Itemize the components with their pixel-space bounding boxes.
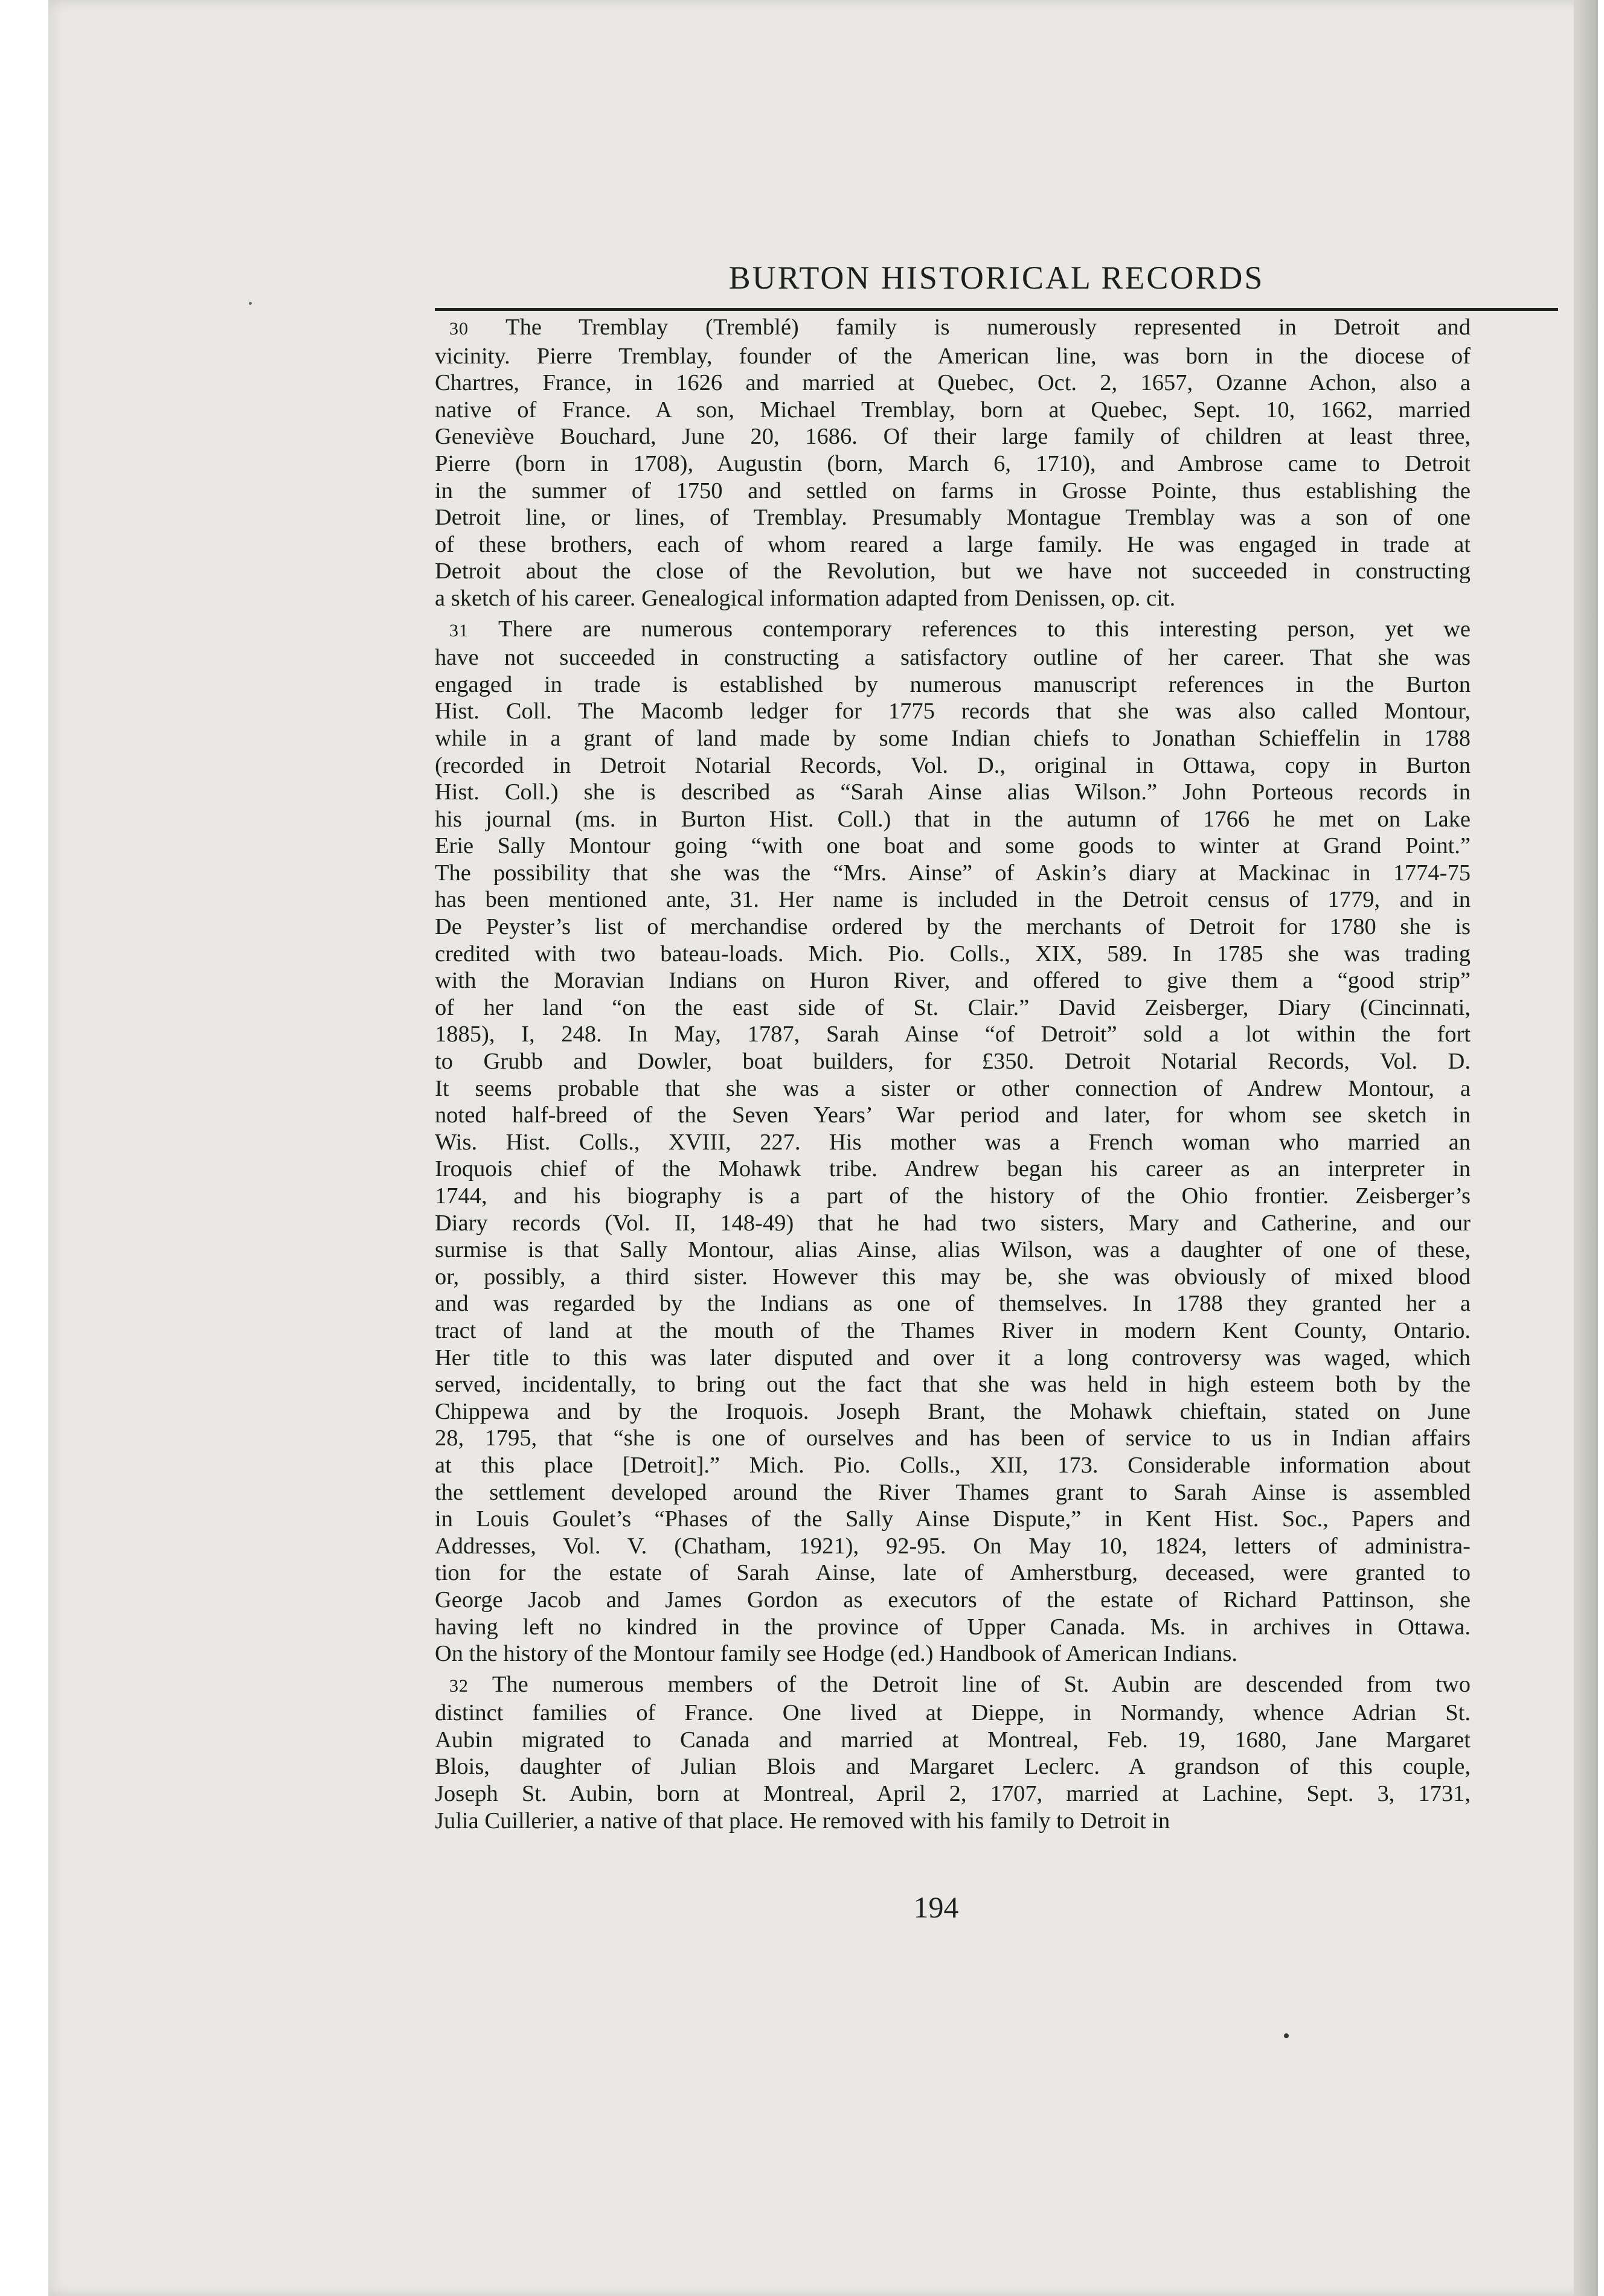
footnote-line: vicinity. Pierre Tremblay, founder of the American line, was born in the diocese of [435, 343, 1471, 369]
footnote-line: Aubin migrated to Canada and married at Montreal, Feb. 19, 1680, Jane Margaret [435, 1727, 1471, 1753]
footnote-number: 31 [449, 620, 469, 641]
footnote-line: credited with two bateau-loads. Mich. Pio. Colls., XIX, 589. In 1785 she was trading [435, 941, 1471, 967]
footnote-line: with the Moravian Indians on Huron River, and offered to give them a “good strip” [435, 968, 1471, 994]
footnote-line [435, 616, 1471, 645]
footnote-line: 28, 1795, that “she is one of ourselves and has been of service to us in Indian affairs [435, 1425, 1471, 1451]
footnote-line: Joseph St. Aubin, born at Montreal, April 2, 1707, married at Lachine, Sept. 3, 1731, [435, 1781, 1471, 1807]
footnote-line: Detroit about the close of the Revolution, but we have not succeeded in constructing [435, 558, 1471, 584]
footnote-text: There are numerous contemporary references to this interesting person, yet we [469, 616, 1471, 642]
footnote-line: Chippewa and by the Iroquois. Joseph Brant, the Mohawk chieftain, stated on June [435, 1398, 1471, 1424]
paper-speck [249, 302, 252, 305]
footnote-text: The Tremblay (Tremblé) family is numerously represented in Detroit and [469, 315, 1471, 340]
footnote-line: Geneviève Bouchard, June 20, 1686. Of their large family of children at least three, [435, 424, 1471, 450]
footnote-line: native of France. A son, Michael Tremblay, born at Quebec, Sept. 10, 1662, married [435, 397, 1471, 423]
footnote-line: surmise is that Sally Montour, alias Ainse, alias Wilson, was a daughter of one of these, [435, 1237, 1471, 1263]
footnote-line: at this place [Detroit].” Mich. Pio. Colls., XII, 173. Considerable information about [435, 1452, 1471, 1478]
footnote-line: Erie Sally Montour going “with one boat and some goods to winter at Grand Point.” [435, 833, 1471, 859]
footnote-line [435, 1671, 1471, 1700]
footnote-line: having left no kindred in the province of Upper Canada. Ms. in archives in Ottawa. [435, 1614, 1471, 1640]
footnote-line: Blois, daughter of Julian Blois and Margaret Leclerc. A grandson of this couple, [435, 1754, 1471, 1780]
footnote-line: Detroit line, or lines, of Tremblay. Presumably Montague Tremblay was a son of one [435, 505, 1471, 531]
running-head [435, 254, 1558, 311]
footnote-line: engaged in trade is established by numerous manuscript references in the Burton [435, 671, 1471, 697]
footnote-line: (recorded in Detroit Notarial Records, Vol. D., original in Ottawa, copy in Burton [435, 752, 1471, 778]
footnote-line: George Jacob and James Gordon as executors of the estate of Richard Pattinson, she [435, 1587, 1471, 1613]
footnote-line [435, 314, 1471, 343]
page-edge [1574, 0, 1598, 2296]
footnote-line: his journal (ms. in Burton Hist. Coll.) that in the autumn of 1766 he met on Lake [435, 806, 1471, 832]
footnote-line: in the summer of 1750 and settled on farms in Grosse Pointe, thus establishing the [435, 478, 1471, 504]
page-number: 194 [913, 1890, 959, 1924]
paper-speck [1284, 2033, 1289, 2038]
footnote-line: served, incidentally, to bring out the fact that she was held in high esteem both by the [435, 1372, 1471, 1398]
footnote-line: Julia Cuillerier, a native of that place. He removed with his family to Detroit in [435, 1808, 1170, 1834]
footnote-line: has been mentioned ante, 31. Her name is included in the Detroit census of 1779, and in [435, 887, 1471, 913]
footnote-line: 1744, and his biography is a part of the history of the Ohio frontier. Zeisberger’s [435, 1183, 1471, 1209]
footnote-line: of these brothers, each of whom reared a large family. He was engaged in trade at [435, 531, 1471, 557]
footnote-text: The numerous members of the Detroit line of St. Aubin are descended from two [469, 1671, 1471, 1697]
footnote-number: 32 [449, 1675, 469, 1696]
footnote-line: to Grubb and Dowler, boat builders, for £350. Detroit Notarial Records, Vol. D. [435, 1049, 1471, 1075]
footnote-line: Pierre (born in 1708), Augustin (born, March 6, 1710), and Ambrose came to Detroit [435, 450, 1471, 476]
footnote-line: Iroquois chief of the Mohawk tribe. Andrew began his career as an interpreter in [435, 1156, 1471, 1182]
footnote-31 [435, 616, 1471, 1668]
footnote-number: 30 [449, 319, 469, 339]
footnote-line: have not succeeded in constructing a satisfactory outline of her career. That she was [435, 645, 1471, 671]
footnote-line: 1885), I, 248. In May, 1787, Sarah Ainse “of Detroit” sold a lot within the fort [435, 1022, 1471, 1047]
footnote-line: Addresses, Vol. V. (Chatham, 1921), 92-95. On May 10, 1824, letters of administra- [435, 1533, 1471, 1559]
footnote-line: Her title to this was later disputed and over it a long controversy was waged, which [435, 1345, 1471, 1370]
footnote-line: while in a grant of land made by some Indian chiefs to Jonathan Schieffelin in 1788 [435, 725, 1471, 751]
footnote-line: The possibility that she was the “Mrs. Ainse” of Askin’s diary at Mackinac in 1774-75 [435, 860, 1471, 886]
footnote-line: Wis. Hist. Colls., XVIII, 227. His mother was a French woman who married an [435, 1129, 1471, 1155]
footnote-line: in Louis Goulet’s “Phases of the Sally Ainse Dispute,” in Kent Hist. Soc., Papers and [435, 1506, 1471, 1532]
footnote-line: tract of land at the mouth of the Thames River in modern Kent County, Ontario. [435, 1317, 1471, 1343]
footnote-line: De Peyster’s list of merchandise ordered by the merchants of Detroit for 1780 she is [435, 914, 1471, 940]
footnote-line: Hist. Coll.) she is described as “Sarah Ainse alias Wilson.” John Porteous records in [435, 779, 1471, 805]
footnote-line: tion for the estate of Sarah Ainse, late of Amherstburg, deceased, were granted to [435, 1560, 1471, 1586]
footnote-30 [435, 314, 1471, 612]
footnote-line: a sketch of his career. Genealogical information adapted from Denissen, op. cit. [435, 585, 1176, 611]
footnote-line: of her land “on the east side of St. Clair.” David Zeisberger, Diary (Cincinnati, [435, 994, 1471, 1020]
running-head-title: BURTON HISTORICAL RECORDS [728, 260, 1265, 296]
footnote-line: noted half-breed of the Seven Years’ War period and later, for whom see sketch in [435, 1102, 1471, 1128]
footnote-line: On the history of the Montour family see Hodge (ed.) Handbook of American Indians. [435, 1641, 1238, 1667]
footnote-line: the settlement developed around the River Thames grant to Sarah Ainse is assembled [435, 1479, 1471, 1505]
footnotes-body [435, 314, 1471, 1834]
footnote-line: and was regarded by the Indians as one of themselves. In 1788 they granted her a [435, 1291, 1471, 1317]
footnote-line: distinct families of France. One lived at Dieppe, in Normandy, whence Adrian St. [435, 1700, 1471, 1726]
footnote-line: Chartres, France, in 1626 and married at Quebec, Oct. 2, 1657, Ozanne Achon, also a [435, 370, 1471, 396]
footnote-line: Diary records (Vol. II, 148-49) that he had two sisters, Mary and Catherine, and our [435, 1210, 1471, 1236]
footnote-line: Hist. Coll. The Macomb ledger for 1775 records that she was also called Montour, [435, 699, 1471, 724]
footnote-32 [435, 1671, 1471, 1835]
footnote-line: or, possibly, a third sister. However this may be, she was obviously of mixed blood [435, 1264, 1471, 1290]
footnote-line: It seems probable that she was a sister or other connection of Andrew Montour, a [435, 1075, 1471, 1101]
